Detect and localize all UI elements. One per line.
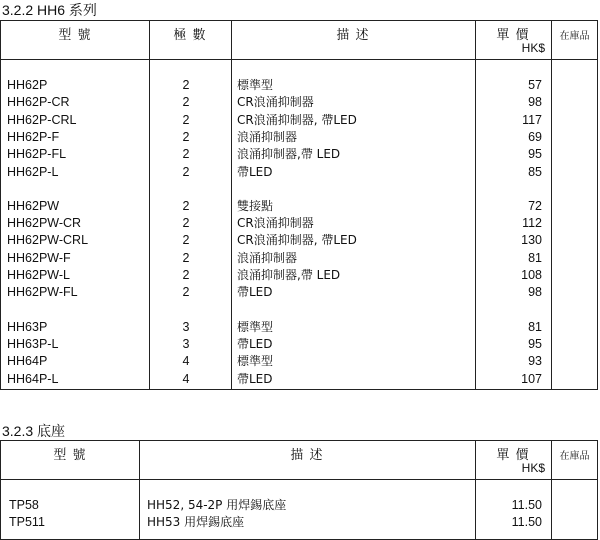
poles-cell: 3 [182,319,190,334]
header-in-stock: 在庫品 [559,451,590,462]
description-cell: 帶LED [237,164,273,179]
poles-cell: 2 [182,164,190,179]
section-title-sockets: 3.2.3 底座 [2,423,66,439]
poles-cell: 2 [182,216,190,231]
price-cell: 57 [528,78,542,92]
model-cell: HH62P-FL [7,147,67,162]
table-row [1,250,598,267]
price-cell: 117 [522,112,542,127]
table-row [1,371,598,388]
poles-cell: 4 [182,354,190,369]
price-cell: 72 [528,198,542,213]
model-cell: HH62P [7,78,48,92]
poles-cell: 2 [182,285,190,300]
model-cell: HH62PW [7,198,60,213]
table-row [1,94,598,111]
price-cell: 98 [528,95,542,110]
model-cell: HH62PW-F [7,250,71,265]
model-cell: HH62P-L [7,164,59,179]
header-unit-price: 單 價 [496,28,530,43]
model-cell: HH62P-CRL [7,112,77,127]
price-cell: 95 [528,147,542,162]
table-row [1,232,598,249]
model-cell: HH62PW-FL [7,285,78,300]
price-cell: 93 [528,354,542,369]
table-row [1,198,598,215]
header-divider [1,479,597,480]
model-cell: TP58 [9,498,39,512]
description-cell: 雙接點 [237,198,274,213]
description-cell: HH53 用焊錫底座 [147,515,245,529]
table-row [1,112,598,129]
price-cell: 107 [521,371,542,386]
header-description: 描 述 [336,28,370,43]
poles-cell: 2 [182,233,190,248]
description-cell: 帶LED [237,371,273,386]
header-poles: 極 數 [173,28,207,43]
header-currency: HK$ [521,461,545,475]
model-cell: HH62P-F [7,129,60,144]
price-cell: 11.50 [511,498,542,512]
model-cell: HH63P-L [7,336,59,351]
poles-cell: 2 [182,78,190,92]
price-cell: 11.50 [511,515,542,529]
header-model: 型 號 [58,28,92,43]
table-row [1,353,598,370]
header-description: 描 述 [290,448,324,463]
table-row [1,146,598,163]
price-cell: 130 [521,233,542,248]
model-cell: HH62PW-L [7,268,70,282]
table-row [1,164,598,181]
price-cell: 81 [528,319,542,334]
description-cell: HH52, 54-2P 用焊錫底座 [147,498,287,512]
poles-cell: 2 [182,147,190,162]
model-cell: HH64P-L [7,371,59,386]
table-row [1,129,598,146]
description-cell: 浪涌抑制器,帶 LED [237,147,341,162]
poles-cell: 4 [182,371,190,386]
price-cell: 81 [528,250,542,265]
model-cell: HH62P-CR [7,95,70,110]
model-cell: TP511 [9,515,45,529]
header-model: 型 號 [53,448,87,463]
header-divider [1,59,597,60]
poles-cell: 2 [182,95,190,110]
description-cell: 浪涌抑制器,帶 LED [237,268,341,282]
model-cell: HH62PW-CR [7,216,82,231]
poles-cell: 2 [182,129,190,144]
description-cell: 標準型 [237,319,274,334]
description-cell: 浪涌抑制器 [237,250,298,265]
section-title-hh6: 3.2.2 HH6 系列 [2,2,97,18]
table-row [1,514,598,531]
table-row [1,267,598,284]
description-cell: CR浪涌抑制器 [237,216,314,231]
table-row [1,319,598,336]
description-cell: 浪涌抑制器 [237,129,298,144]
poles-cell: 2 [182,250,190,265]
description-cell: 帶LED [237,336,273,351]
description-cell: CR浪涌抑制器, 帶LED [237,112,357,127]
header-unit-price: 單 價 [496,448,530,463]
table-row [1,215,598,232]
hh6-price-table [0,20,598,390]
poles-cell: 3 [182,336,190,351]
model-cell: HH63P [7,319,48,334]
poles-cell: 2 [182,268,190,282]
poles-cell: 2 [182,112,190,127]
description-cell: 帶LED [237,285,273,300]
price-cell: 85 [528,164,542,179]
model-cell: HH64P [7,354,48,369]
description-cell: CR浪涌抑制器, 帶LED [237,233,357,248]
description-cell: 標準型 [237,78,274,92]
table-row [1,336,598,353]
table-row [1,77,598,94]
description-cell: CR浪涌抑制器 [237,95,314,110]
socket-price-table [0,440,598,540]
description-cell: 標準型 [237,354,274,369]
price-cell: 108 [521,268,542,282]
header-currency: HK$ [521,41,545,55]
poles-cell: 2 [182,198,190,213]
table-row [1,497,598,514]
price-cell: 95 [528,336,542,351]
table-row [1,284,598,301]
price-cell: 98 [528,285,542,300]
model-cell: HH62PW-CRL [7,233,89,248]
price-cell: 112 [522,216,542,231]
price-cell: 69 [528,129,542,144]
header-in-stock: 在庫品 [559,31,590,42]
